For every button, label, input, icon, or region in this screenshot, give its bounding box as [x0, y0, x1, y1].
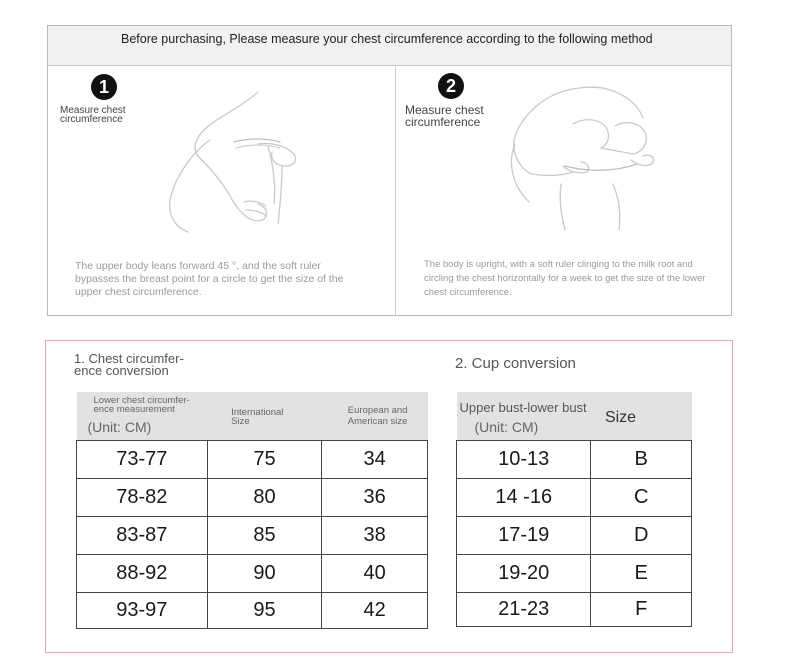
cup-header-col1-unit: (Unit: CM) [474, 419, 539, 435]
step-1-description: The upper body leans forward 45 °, and the soft ruler bypasses the breast point for a circle to get the size of the upper chest circumference. [75, 260, 344, 298]
step-divider [395, 66, 396, 316]
table-row [457, 555, 692, 593]
cup-size-cell: F [591, 593, 692, 627]
table-row [77, 441, 428, 479]
cup-size-cell: C [591, 479, 692, 517]
instructions-header [48, 26, 731, 66]
cup-header-bust-difference [457, 392, 591, 441]
chest-header-col1-line2: ence measurement [93, 404, 175, 415]
table-row [77, 517, 428, 555]
instructions-header-text: Before purchasing, Please measure your chest circumference according to the following method [121, 32, 653, 46]
lower-chest-cell: 83-87 [77, 517, 208, 555]
table-row [457, 441, 692, 479]
eu-us-size-cell: 42 [322, 593, 428, 629]
step-2-label-line2: circumference [405, 115, 481, 129]
step-2-badge: 2 [438, 73, 464, 99]
chest-header-col2-line1: International [231, 407, 284, 418]
lower-chest-cell: 88-92 [77, 555, 208, 593]
table-row [77, 479, 428, 517]
chest-table-title-line2: ence conversion [74, 363, 169, 378]
step-2-label-line1: Measure chest [405, 103, 484, 117]
lower-chest-cell: 73-77 [77, 441, 208, 479]
step-1-label-line2: circumference [60, 114, 123, 125]
chest-header-lower-chest [77, 392, 208, 441]
eu-us-size-cell: 36 [322, 479, 428, 517]
cup-size-cell: B [591, 441, 692, 479]
chest-header-col1-unit: (Unit: CM) [87, 419, 152, 435]
international-size-cell: 85 [207, 517, 322, 555]
bust-difference-cell: 14 -16 [457, 479, 591, 517]
international-size-cell: 95 [207, 593, 322, 629]
international-size-cell: 75 [207, 441, 322, 479]
cup-conversion-table [456, 392, 692, 627]
eu-us-size-cell: 34 [322, 441, 428, 479]
leaning-body-illustration [148, 84, 348, 234]
eu-us-size-cell: 38 [322, 517, 428, 555]
table-row [77, 555, 428, 593]
cup-header-col1-line1: Upper bust-lower bust [459, 400, 587, 415]
bust-difference-cell: 17-19 [457, 517, 591, 555]
eu-us-size-cell: 40 [322, 555, 428, 593]
chest-conversion-table [76, 392, 428, 629]
international-size-cell: 90 [207, 555, 322, 593]
upright-body-illustration [503, 74, 673, 234]
chest-table-title-line1: 1. Chest circumfer- [74, 351, 184, 366]
cup-size-cell: E [591, 555, 692, 593]
table-row [77, 593, 428, 629]
table-row [457, 593, 692, 627]
chest-header-col2-line2: Size [231, 416, 250, 427]
cup-header-col2: Size [604, 409, 637, 426]
bust-difference-cell: 19-20 [457, 555, 591, 593]
chest-header-col1-line1: Lower chest circumfer- [93, 395, 190, 406]
step-1-badge: 1 [91, 74, 117, 100]
measurement-instructions-card [47, 25, 732, 316]
table-row [457, 517, 692, 555]
international-size-cell: 80 [207, 479, 322, 517]
chest-header-col3-line1: European and [347, 405, 408, 416]
step-1-label-line1: Measure chest [60, 105, 126, 116]
cup-table-header-row [457, 392, 692, 441]
bust-difference-cell: 21-23 [457, 593, 591, 627]
chest-table-header-row [77, 392, 428, 441]
cup-table-title: 2. Cup conversion [455, 355, 576, 372]
chest-header-col3-line2: American size [347, 416, 408, 427]
bust-difference-cell: 10-13 [457, 441, 591, 479]
cup-header-size [591, 392, 692, 441]
lower-chest-cell: 78-82 [77, 479, 208, 517]
chest-header-international [207, 392, 322, 441]
cup-size-cell: D [591, 517, 692, 555]
step-2-description: The body is upright, with a soft ruler clinging to the milk root and circling the chest horizontally for a week to get the size of the lower chest circumference. [424, 259, 706, 298]
table-row [457, 479, 692, 517]
chest-header-eu-us [322, 392, 428, 441]
lower-chest-cell: 93-97 [77, 593, 208, 629]
